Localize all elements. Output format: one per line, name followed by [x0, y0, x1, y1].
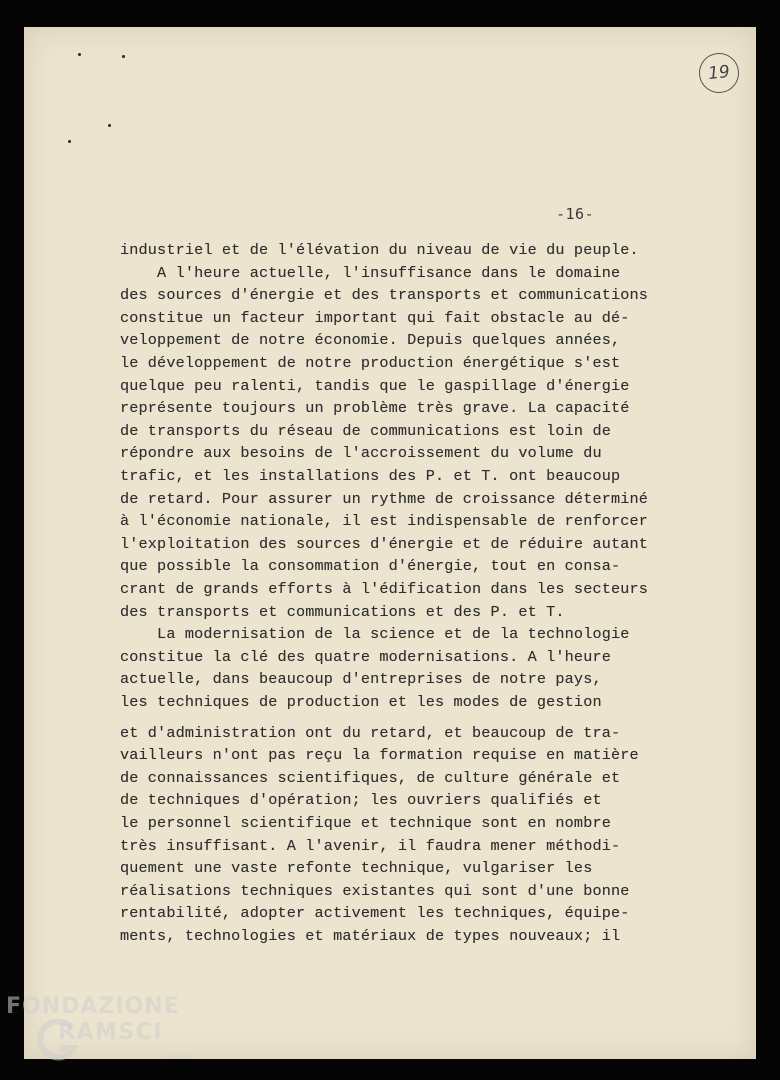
text-line: quement une vaste refonte technique, vulgariser les: [120, 859, 593, 878]
watermark-line2: [6, 1022, 180, 1044]
text-line: le développement de notre production énergétique s'est: [120, 354, 621, 372]
text-line: constitue la clé des quatre modernisations. A l'heure: [120, 647, 611, 666]
text-line: de connaissances scientifiques, de culture générale et: [120, 768, 621, 787]
text-line: La modernisation de la science et de la technologie: [120, 625, 630, 644]
text-line: réalisations techniques existantes qui sont d'une bonne: [120, 881, 630, 900]
watermark-line2-text: RAMSCI: [58, 1020, 164, 1045]
text-line: que possible la consommation d'énergie, tout en consa-: [120, 557, 621, 576]
text-line: vailleurs n'ont pas reçu la formation requise en matière: [120, 746, 639, 765]
page-number: -16-: [556, 205, 595, 223]
text-line: de retard. Pour assurer un rythme de croissance déterminé: [120, 489, 649, 508]
text-line: de techniques d'opération; les ouvriers qualifiés et: [120, 791, 602, 810]
text-line: rentabilité, adopter activement les techniques, équipe-: [120, 904, 630, 923]
text-line: et d'administration ont du retard, et beaucoup de tra-: [120, 723, 621, 742]
text-line: ments, technologies et matériaux de types nouveaux; il: [120, 927, 621, 945]
text-line: de transports du réseau de communications est loin de: [120, 421, 611, 440]
text-line: trafic, et les installations des P. et T. ont beaucoup: [120, 467, 621, 485]
text-line: répondre aux besoins de l'accroissement du volume du: [120, 444, 602, 463]
text-line: actuelle, dans beaucoup d'entreprises de notre pays,: [120, 670, 602, 689]
watermark-logo: [6, 994, 191, 1062]
text-line: industriel et de l'élévation du niveau de vie du peuple.: [120, 241, 639, 259]
punch-mark: [68, 140, 71, 143]
text-line: veloppement de notre économie. Depuis quelques années,: [120, 331, 621, 350]
text-line: A l'heure actuelle, l'insuffisance dans le domaine: [120, 263, 621, 282]
text-line: des transports et communications et des P. et T.: [120, 602, 565, 621]
watermark-sub: onlus: [166, 1052, 191, 1062]
punch-mark: [78, 53, 81, 56]
punch-mark: [122, 55, 125, 58]
gramsci-g-icon: [32, 1016, 82, 1066]
watermark-line1: FONDAZIONE: [6, 994, 180, 1019]
text-line: représente toujours un problème très grave. La capacité: [120, 399, 630, 418]
punch-mark: [108, 124, 111, 127]
text-line: à l'économie nationale, il est indispensable de renforcer: [120, 512, 649, 531]
text-line: crant de grands efforts à l'édification dans les secteurs: [120, 580, 649, 598]
text-line: les techniques de production et les modes de gestion: [120, 693, 602, 711]
text-line: quelque peu ralenti, tandis que le gaspillage d'énergie: [120, 376, 630, 395]
text-line: constitue un facteur important qui fait obstacle au dé-: [120, 308, 630, 327]
text-line: très insuffisant. A l'avenir, il faudra mener méthodi-: [120, 836, 621, 855]
text-line: des sources d'énergie et des transports et communications: [120, 286, 649, 305]
text-line: l'exploitation des sources d'énergie et de réduire autant: [120, 534, 649, 553]
text-line: le personnel scientifique et technique sont en nombre: [120, 814, 611, 832]
archive-number-stamp: 19: [697, 51, 741, 95]
